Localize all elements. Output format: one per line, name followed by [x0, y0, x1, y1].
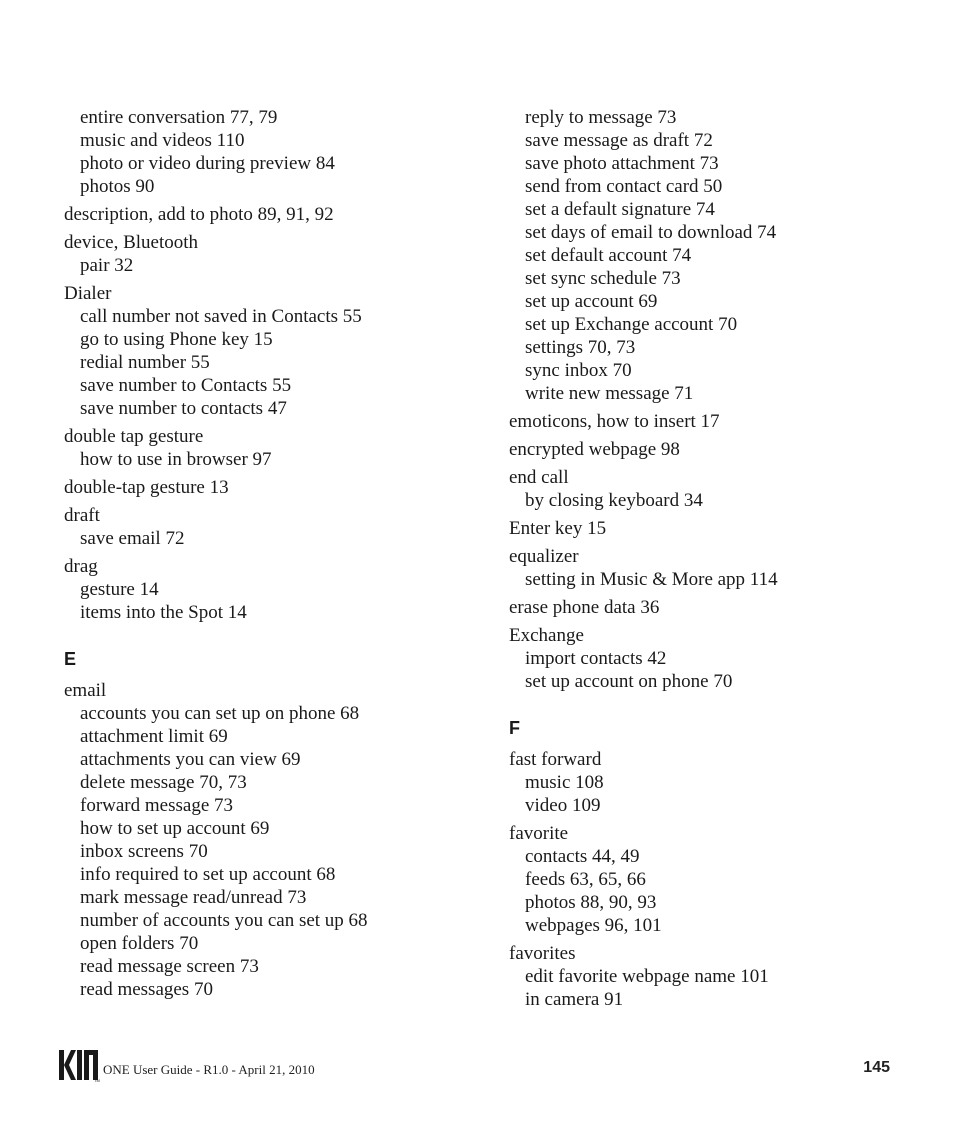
- index-subentry: write new message 71: [525, 383, 694, 404]
- index-entry: favorites: [509, 943, 576, 964]
- index-subentry: photo or video during preview 84: [80, 153, 335, 174]
- index-entry: equalizer: [509, 546, 579, 567]
- index-subentry: setting in Music & More app 114: [525, 569, 778, 590]
- index-entry: encrypted webpage 98: [509, 439, 680, 460]
- index-subentry: save photo attachment 73: [525, 153, 719, 174]
- index-entry: email: [64, 680, 107, 701]
- index-subentry: entire conversation 77, 79: [80, 107, 278, 128]
- index-subentry: edit favorite webpage name 101: [525, 966, 769, 987]
- index-subentry: how to use in browser 97: [80, 449, 272, 470]
- index-column-right: [509, 106, 929, 1011]
- index-entry: erase phone data 36: [509, 597, 660, 618]
- index-entry: Dialer: [64, 283, 112, 304]
- index-entry: Exchange: [509, 625, 584, 646]
- index-subentry: save number to Contacts 55: [80, 375, 292, 396]
- index-subentry: set default account 74: [525, 245, 692, 266]
- index-subentry: contacts 44, 49: [525, 846, 640, 867]
- index-entry: double tap gesture: [64, 426, 204, 447]
- index-subentry: save message as draft 72: [525, 130, 713, 151]
- index-subentry: video 109: [525, 795, 601, 816]
- index-entry: drag: [64, 556, 98, 577]
- index-subentry: send from contact card 50: [525, 176, 723, 197]
- index-subentry: photos 90: [80, 176, 155, 197]
- index-entry: end call: [509, 467, 569, 488]
- index-subentry: delete message 70, 73: [80, 772, 247, 793]
- index-entry: favorite: [509, 823, 569, 844]
- index-subentry: sync inbox 70: [525, 360, 632, 381]
- index-subentry: set up account on phone 70: [525, 671, 733, 692]
- index-subentry: number of accounts you can set up 68: [80, 910, 368, 931]
- index-subentry: feeds 63, 65, 66: [525, 869, 646, 890]
- index-subentry: music 108: [525, 772, 604, 793]
- kin-logo-icon: [58, 1048, 102, 1084]
- index-subentry: settings 70, 73: [525, 337, 636, 358]
- index-subentry: set a default signature 74: [525, 199, 715, 220]
- index-subentry: forward message 73: [80, 795, 234, 816]
- index-subentry: call number not saved in Contacts 55: [80, 306, 362, 327]
- index-subentry: set days of email to download 74: [525, 222, 777, 243]
- index-entry: device, Bluetooth: [64, 232, 199, 253]
- index-subentry: attachment limit 69: [80, 726, 228, 747]
- index-subentry: set sync schedule 73: [525, 268, 681, 289]
- index-subentry: attachments you can view 69: [80, 749, 301, 770]
- index-subentry: inbox screens 70: [80, 841, 208, 862]
- index-subentry: pair 32: [80, 255, 134, 276]
- index-subentry: by closing keyboard 34: [525, 490, 703, 511]
- svg-text:TM: TM: [94, 1078, 100, 1083]
- index-subentry: save number to contacts 47: [80, 398, 287, 419]
- index-subentry: photos 88, 90, 93: [525, 892, 657, 913]
- page-number: 145: [863, 1059, 890, 1076]
- index-subentry: mark message read/unread 73: [80, 887, 307, 908]
- index-subentry: reply to message 73: [525, 107, 677, 128]
- index-column-left: [64, 106, 464, 1001]
- index-entry: emoticons, how to insert 17: [509, 411, 720, 432]
- index-subentry: read message screen 73: [80, 956, 259, 977]
- page-footer: [58, 1048, 890, 1084]
- footer-guide-text: ONE User Guide - R1.0 - April 21, 2010: [103, 1062, 315, 1077]
- index-entry: draft: [64, 505, 100, 526]
- index-entry: description, add to photo 89, 91, 92: [64, 204, 334, 225]
- index-subentry: save email 72: [80, 528, 185, 549]
- index-subentry: items into the Spot 14: [80, 602, 247, 623]
- index-entry: Enter key 15: [509, 518, 607, 539]
- index-subentry: in camera 91: [525, 989, 624, 1010]
- index-subentry: music and videos 110: [80, 130, 245, 151]
- index-subentry: gesture 14: [80, 579, 159, 600]
- index-subentry: go to using Phone key 15: [80, 329, 273, 350]
- index-subentry: set up Exchange account 70: [525, 314, 738, 335]
- index-entry: fast forward: [509, 749, 602, 770]
- index-subentry: accounts you can set up on phone 68: [80, 703, 360, 724]
- index-subentry: redial number 55: [80, 352, 210, 373]
- index-subentry: how to set up account 69: [80, 818, 270, 839]
- index-subentry: set up account 69: [525, 291, 658, 312]
- index-entry: double-tap gesture 13: [64, 477, 229, 498]
- index-subentry: info required to set up account 68: [80, 864, 336, 885]
- index-letter-heading: E: [64, 649, 77, 669]
- index-letter-heading: F: [509, 718, 520, 738]
- index-subentry: webpages 96, 101: [525, 915, 662, 936]
- index-subentry: read messages 70: [80, 979, 213, 1000]
- index-subentry: import contacts 42: [525, 648, 667, 669]
- index-subentry: open folders 70: [80, 933, 199, 954]
